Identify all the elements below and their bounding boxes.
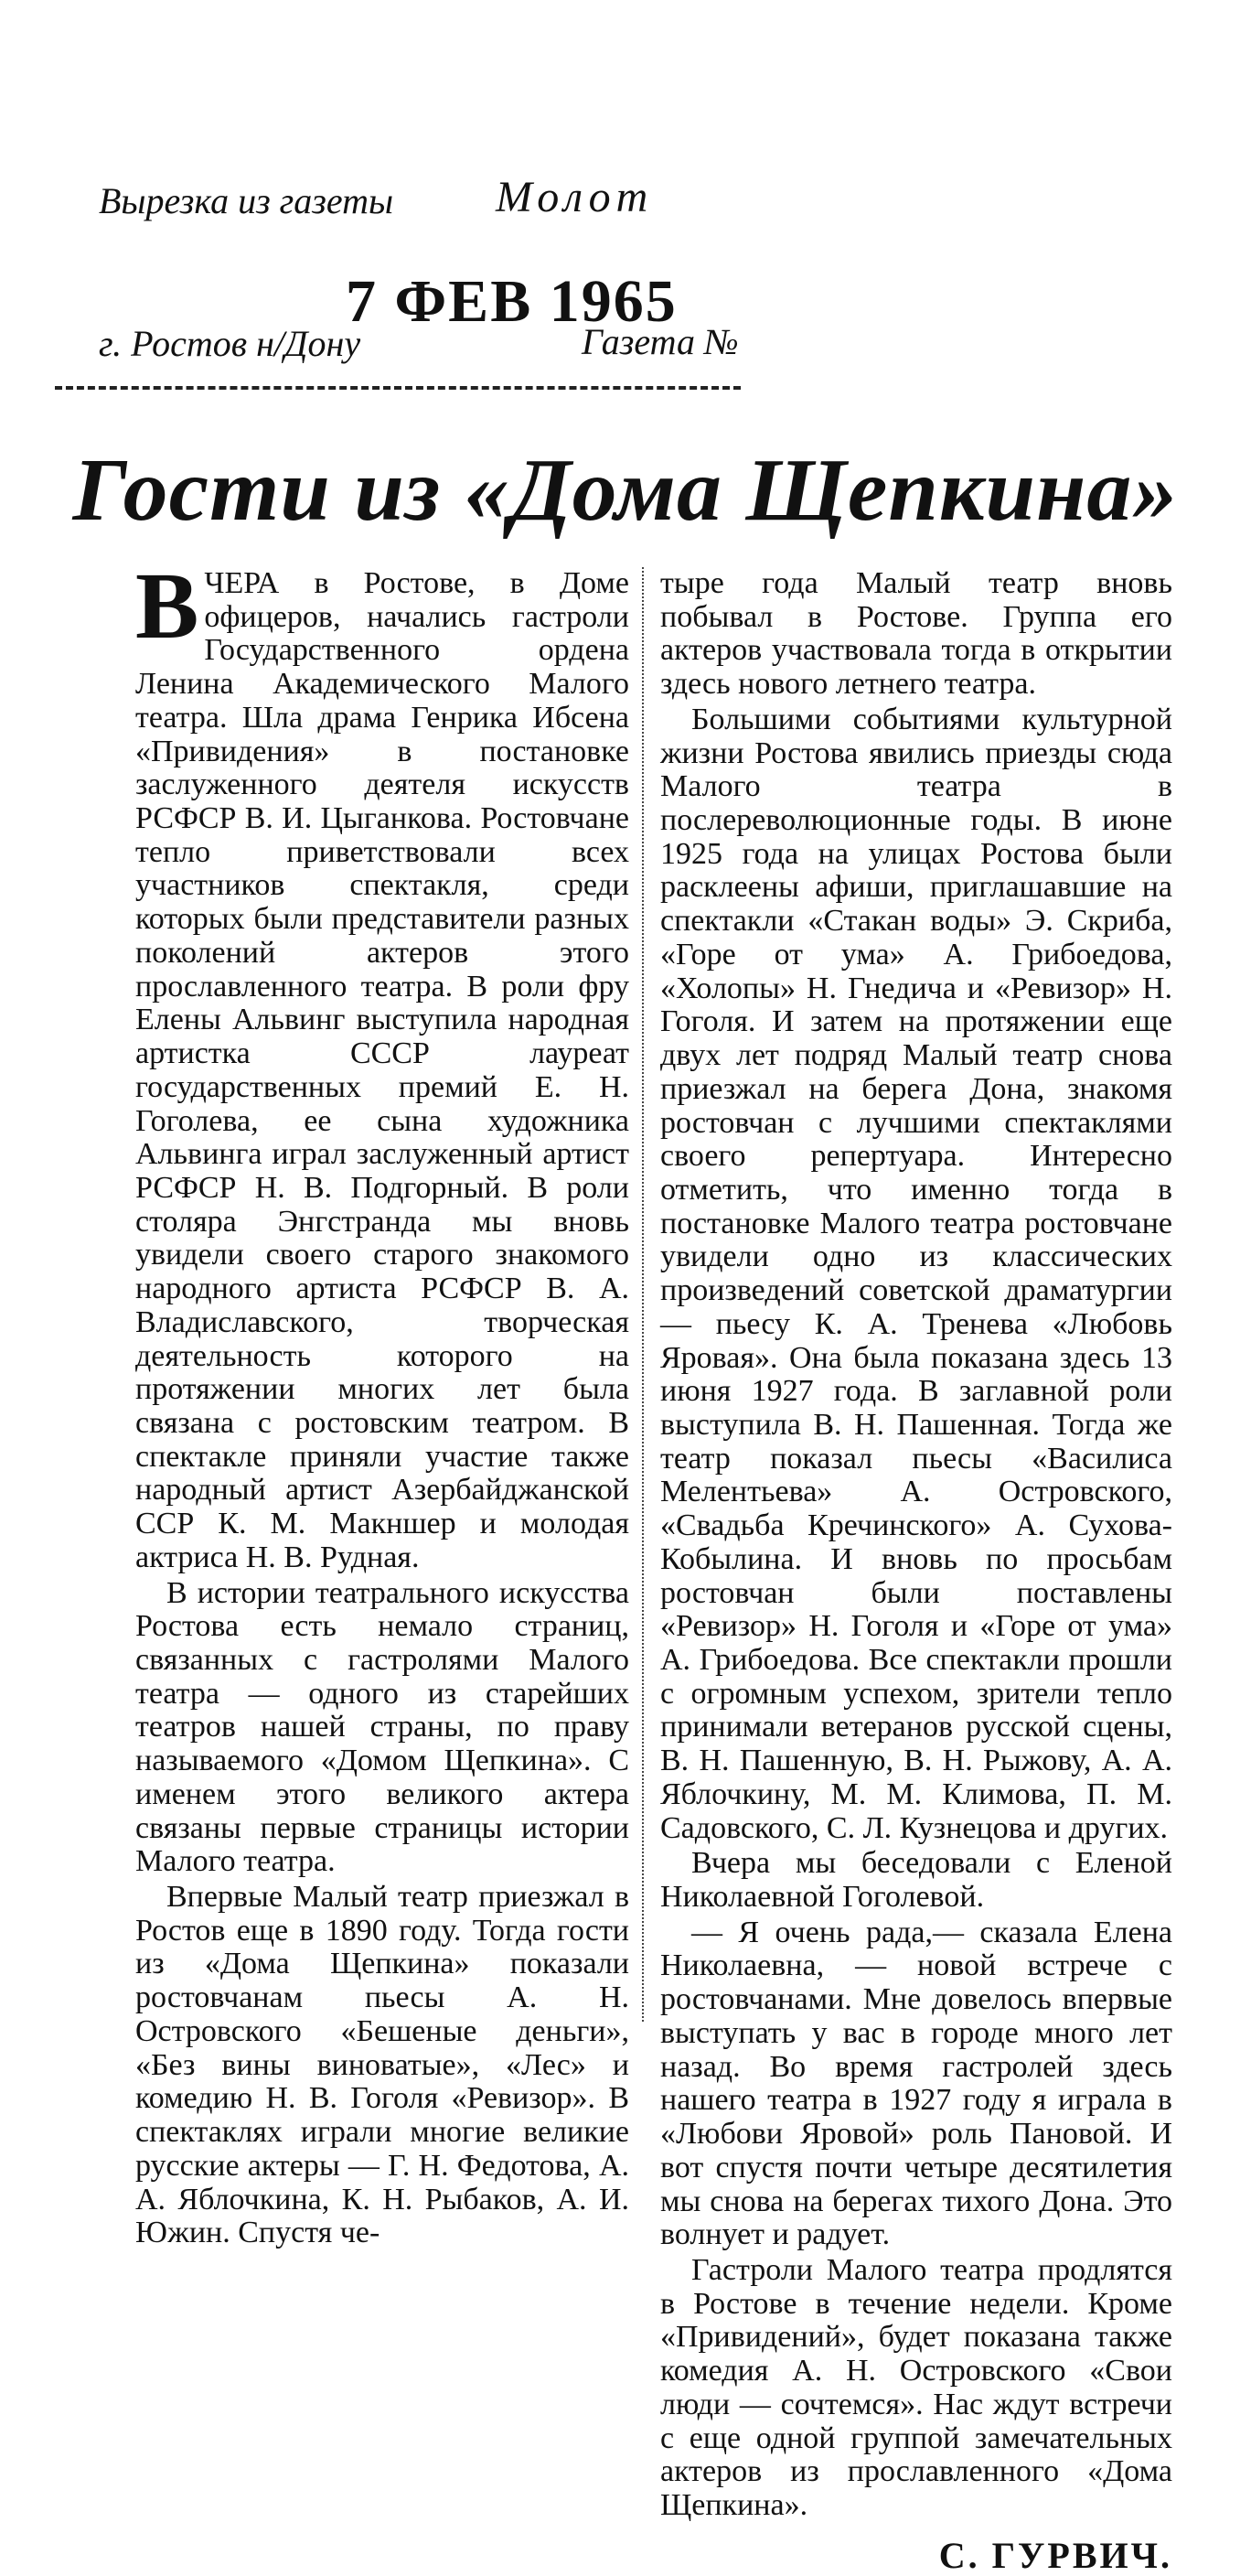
column-divider: [642, 567, 644, 2022]
drop-cap: В: [135, 553, 199, 659]
clipping-label: Вырезка из газеты: [99, 180, 394, 221]
article-paragraph: В истории театрального искусства Ростова есть немало страниц, связанных с гастролями Малого театра — одного из старейших театров нашей страны, по праву называемого «Домом Щепкина». С именем этого великого актера связаны первые страницы истории Малого театра.: [135, 1575, 629, 1879]
date-stamp: 7 ФЕВ 1965: [346, 268, 678, 335]
article-paragraph: Большими событиями культурной жизни Ростова явились приезды сюда Малого театра в послереволюционные годы. В июне 1925 года на улицах Ростова были расклеены афиши, приглашавшие на спектакли «Стакан воды» Э. Скриба, «Горе от ума» А. Грибоедова, «Холопы» Н. Гнедича и «Ревизор» Н. Гоголя. И затем на протяжении еще двух лет подряд Малый театр снова приезжал на берега Дона, знакомя ростовчан с лучшими спектаклями своего репертуара. Интересно отметить, что именно тогда в постановке Малого театра ростовчане увидели одно из классических произведений советской драматургии — пьесу К. А. Тренева «Любовь Яровая». Она была показана здесь 13 июня 1927 года. В заглавной роли выступила В. Н. Пашенная. Тогда же театр показал пьесы «Василиса Мелентьева» А. Островского, «Свадьба Кречинского» А. Сухова-Кобылина. И вновь по просьбам ростовчан были поставлены «Ревизор» Н. Гоголя и «Горе от ума» А. Грибоедова. Все спектакли прошли с огромным успехом, зрители тепло принимали ветеранов русской сцены, В. Н. Пашенную, В. Н. Рыжову, А. А. Яблочкину, М. М. Климова, П. М. Садовского, С. Л. Кузнецова и других.: [660, 702, 1172, 1845]
header-divider: [55, 386, 741, 390]
article-headline: Гости из «Дома Щепкина»: [72, 441, 1179, 540]
gazette-number-label: Газета №: [582, 321, 739, 362]
city-label: г. Ростов н/Дону: [99, 323, 361, 364]
article-paragraph: Вчера мы беседовали с Еленой Николаевной Гоголевой.: [660, 1846, 1172, 1915]
author-signature: С. ГУРВИЧ.: [938, 2534, 1172, 2576]
article-column-right: [660, 567, 1172, 2575]
newspaper-name: Молот: [496, 173, 654, 221]
article-paragraph: Впервые Малый театр приезжал в Ростов еще в 1890 году. Тогда гости из «Дома Щепкина» показали ростовчанам пьесы А. Н. Островского «Бешеные деньги», «Без вины виноватые», «Лес» и комедию Н. В. Гоголя «Ревизор». В спектаклях играли многие великие русские актеры — Г. Н. Федотова, А. А. Яблочкина, К. Н. Рыбаков, А. И. Южин. Спустя че-: [135, 1880, 629, 2250]
article-paragraph: Гастроли Малого театра продлятся в Ростове в течение недели. Кроме «Привидений», будет показана также комедия А. Н. Островского «Свои люди — сочтемся». Нас ждут встречи с еще одной группой замечательных актеров из прославленного «Дома Щепкина».: [660, 2252, 1172, 2522]
article-paragraph: тыре года Малый театр вновь побывал в Ростове. Группа его актеров участвовала тогда в открытии здесь нового летнего театра.: [660, 566, 1172, 702]
article-paragraph: ВЧЕРА в Ростове, в Доме офицеров, начались гастроли Государственного ордена Ленина Академического Малого театра. Шла драма Генрика Ибсена «Привидения» в постановке заслуженного деятеля искусств РСФСР В. И. Цыганкова. Ростовчане тепло приветствовали всех участников спектакля, среди которых были представители разных поколений актеров этого прославленного театра. В роли фру Елены Альвинг выступила народная артистка СССР лауреат государственных премий Е. Н. Гоголева, ее сына художника Альвинга играл заслуженный артист РСФСР Н. В. Подгорный. В роли столяра Энгстранда мы вновь увидели своего старого знакомого народного артиста РСФСР В. А. Владиславского, творческая деятельность которого на протяжении многих лет была связана с ростовским театром. В спектакле приняли участие также народный артист Азербайджанской ССР К. М. Макншер и молодая актриса Н. В. Рудная.: [135, 553, 629, 1574]
article-column-left: [135, 553, 629, 2252]
article-paragraph: — Я очень рада,— сказала Елена Николаевна, — новой встрече с ростовчанами. Мне довелось впервые выступать у вас в городе много лет назад. Во время гастролей здесь нашего театра в 1927 году я играла в «Любови Яровой» роль Пановой. И вот спустя почти четыре десятилетия мы снова на берегах тихого Дона. Это волнует и радует.: [660, 1915, 1172, 2252]
